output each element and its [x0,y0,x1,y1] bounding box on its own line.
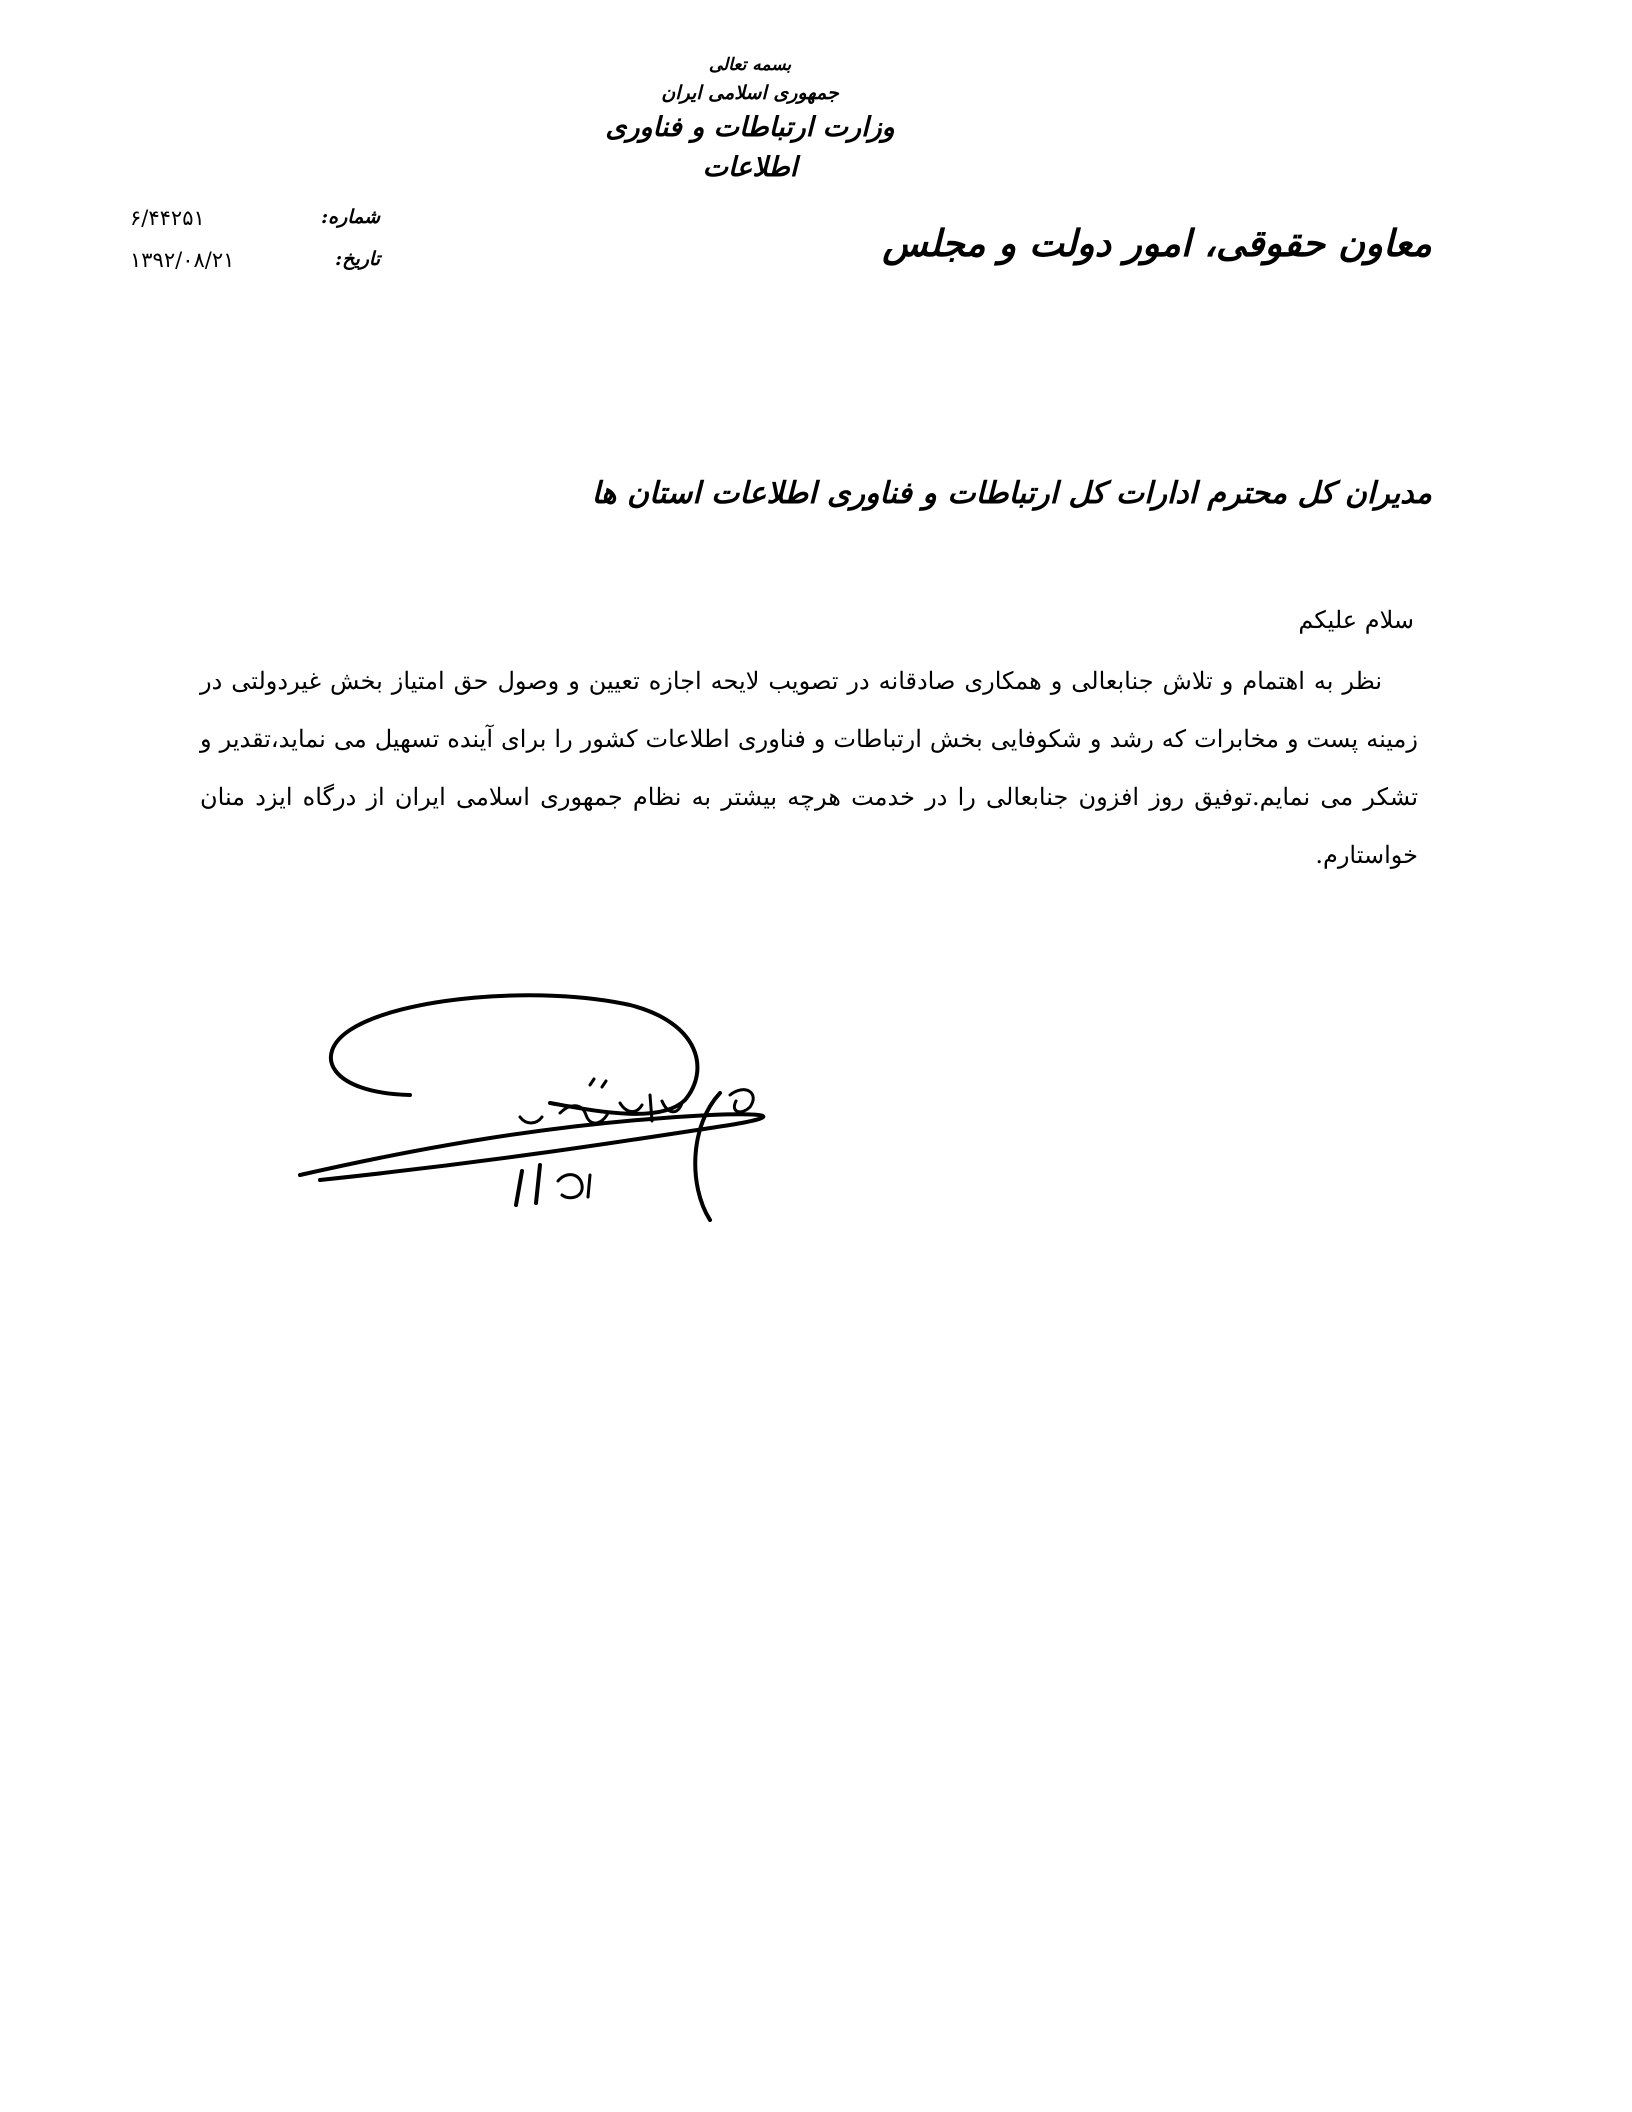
letter-date-row [120,248,380,290]
letter-body: نظر به اهتمام و تلاش جنابعالی و همکاری صادقانه در تصویب لایحه اجازه تعیین و وصول حق امتیاز بخش غیردولتی در زمینه پست و مخابرات که رشد و شکوفایی بخش ارتباطات و فناوری اطلاعات کشور را برای آینده تسهیل می نماید،تقدیر و تشکر می نمایم.توفیق روز افزون جنابعالی را در خدمت هرچه بیشتر به نظام جمهوری اسلامی ایران از درگاه ایزد منان خواستارم. [200,667,1418,869]
letterhead-country: جمهوری اسلامی ایران [661,82,839,104]
letter-number-value: ۶/۴۴۲۵۱ [130,206,205,230]
signature-scribble [290,975,790,1245]
letterhead [560,52,940,188]
letter-date-label: تاریخ: [335,248,380,270]
signature [290,975,790,1245]
letter-meta [120,206,380,290]
letter-date-value: ۱۳۹۲/۰۸/۲۱ [130,248,235,272]
sender-title: معاون حقوقی، امور دولت و مجلس [882,221,1432,265]
letter-number-row [120,206,380,248]
greeting: سلام علیکم [1298,606,1414,634]
recipient-line: مدیران کل محترم ادارات کل ارتباطات و فناوری اطلاعات استان ها [591,476,1432,511]
letterhead-bismillah: بسمه تعالی [708,55,792,75]
letterhead-ministry: وزارت ارتباطات و فناوری اطلاعات [605,112,895,183]
letter-number-label: شماره: [321,206,380,228]
